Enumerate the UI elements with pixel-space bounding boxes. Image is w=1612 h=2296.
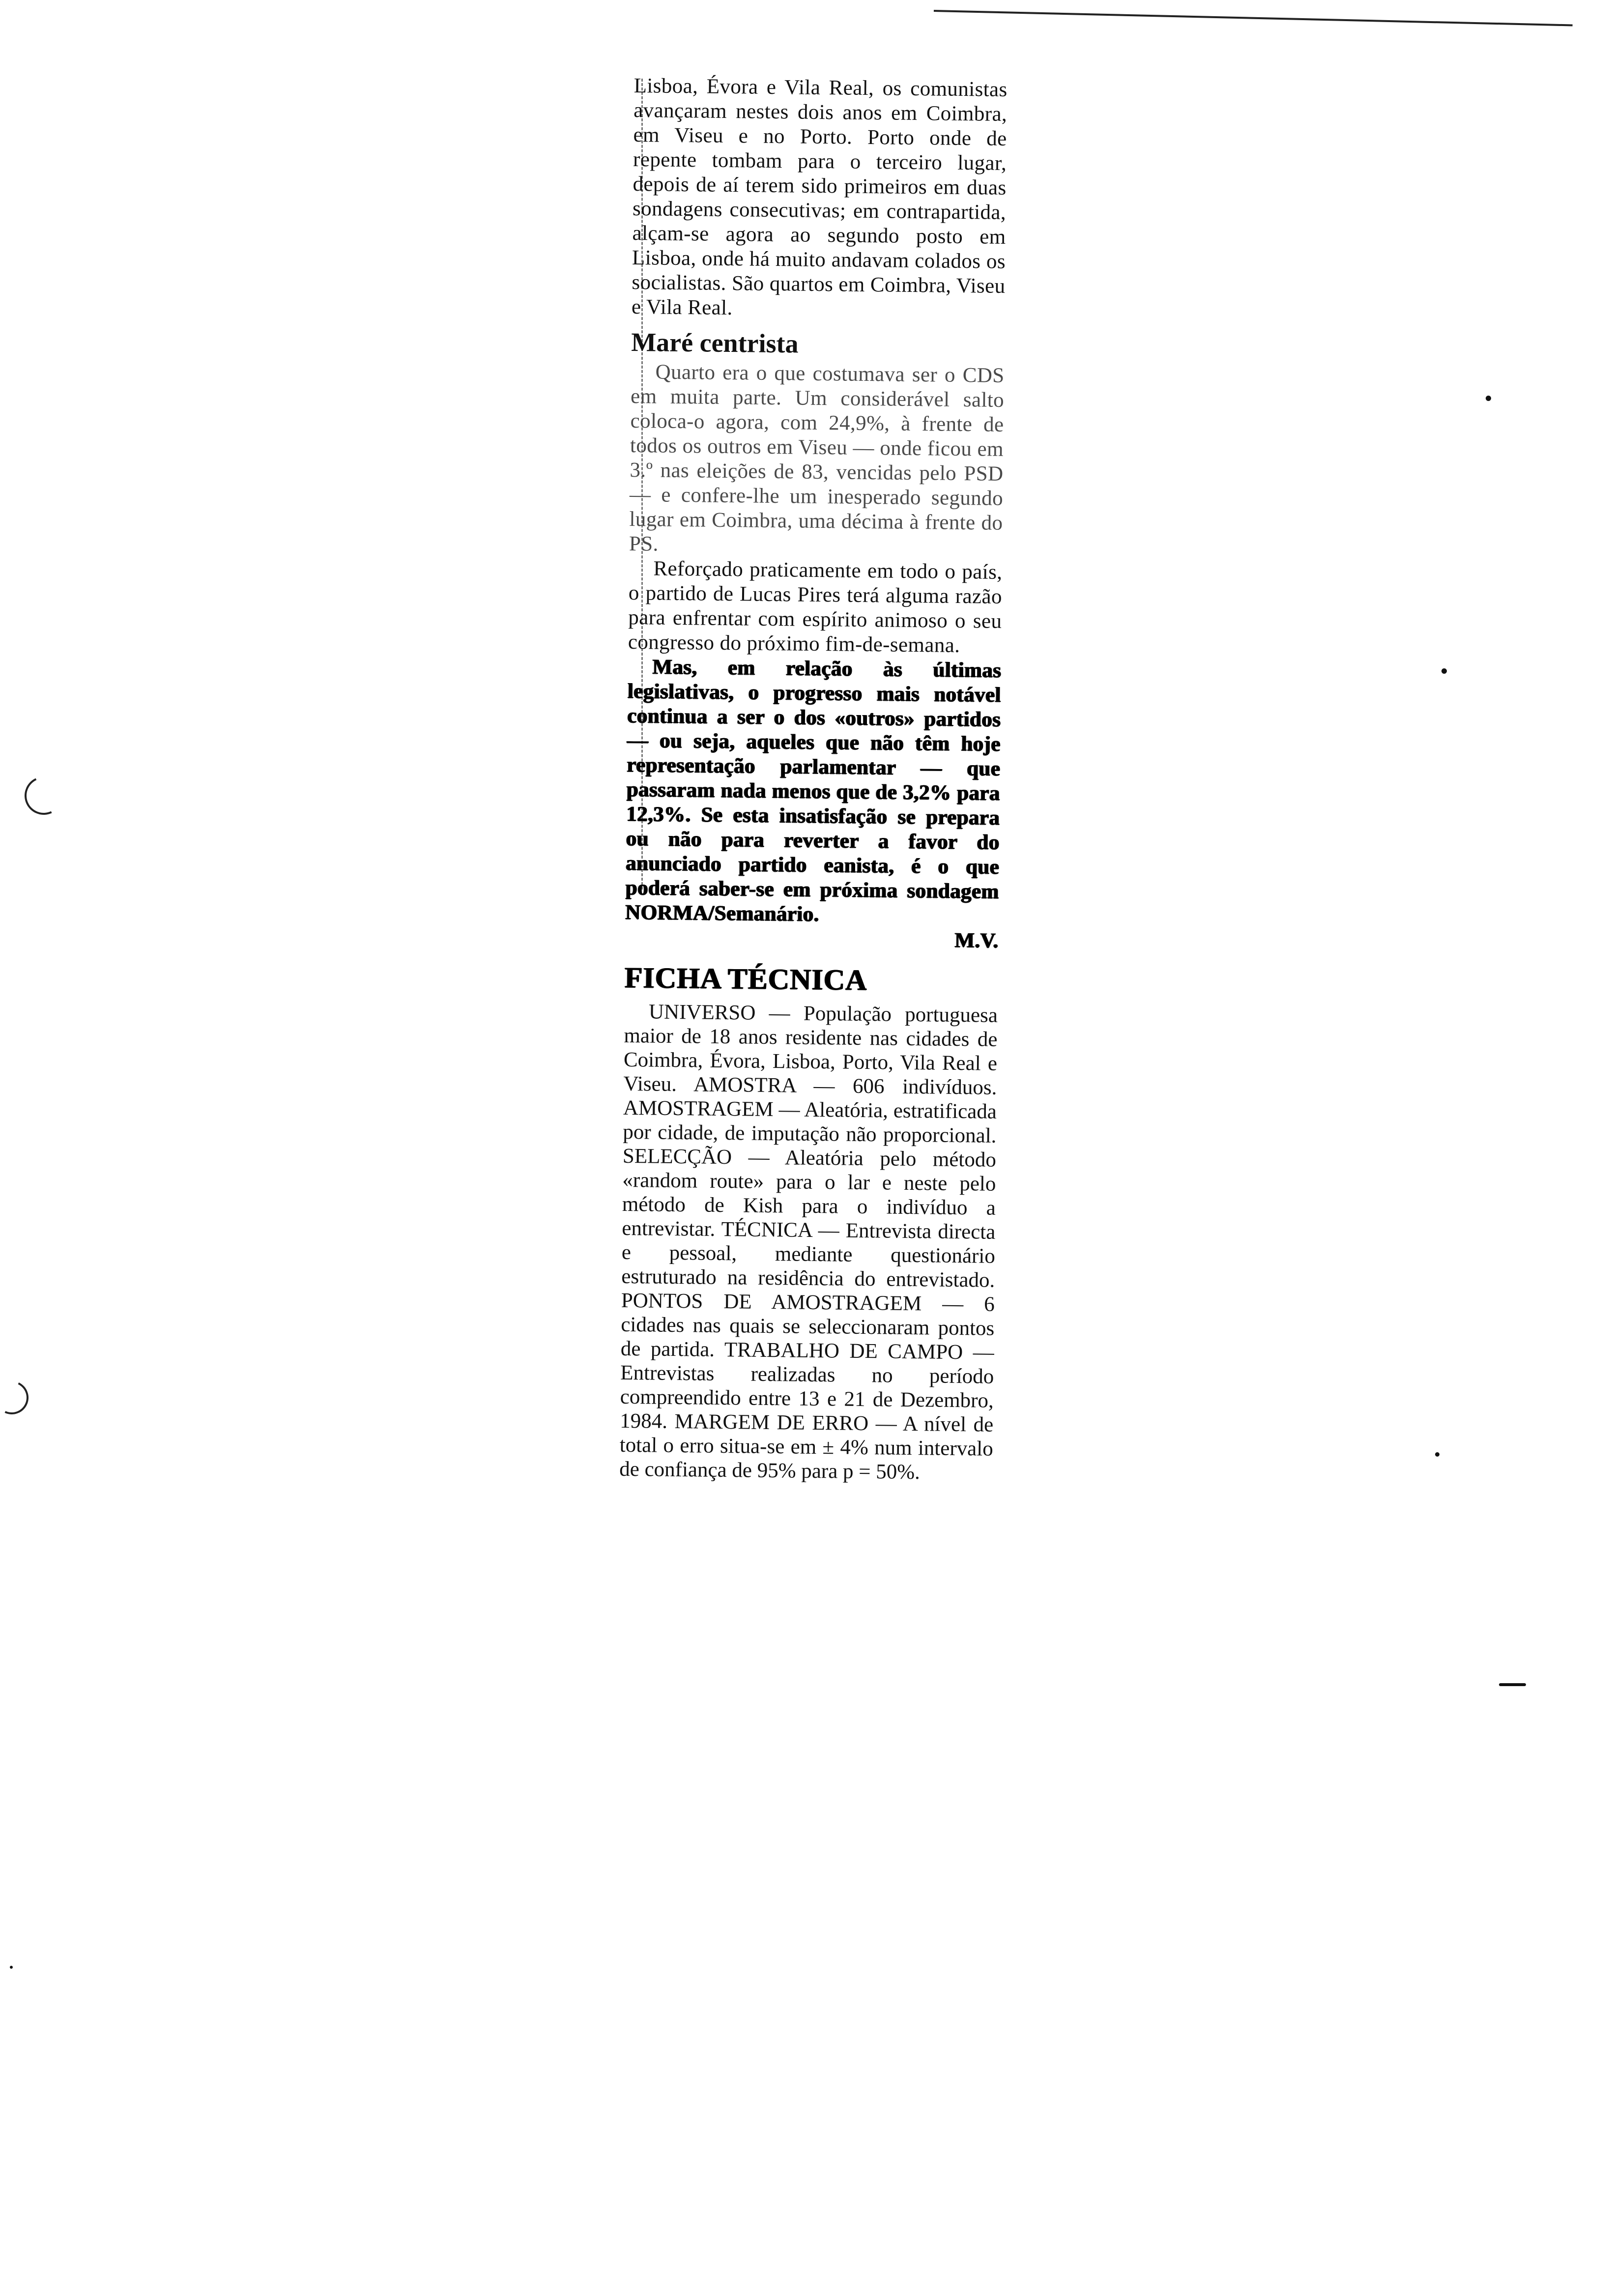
page-edge-line <box>934 10 1573 26</box>
scan-speck <box>1486 396 1491 401</box>
scan-speck <box>1441 668 1447 674</box>
article-subheading: Maré centrista <box>631 327 799 359</box>
article-paragraph-cds: Quarto era o que costumava ser o CDS em muita parte. Um considerável salto coloca-o agora, com 24,9%, à frente de todos os outros em Viseu — onde ficou em 3.º nas eleições de 83, vencidas pelo PSD — e confere-lhe um inesperado segundo lugar em Coimbra, uma décima à frente do PS. <box>629 360 1005 556</box>
article-signature: M.V. <box>954 928 999 952</box>
article-paragraph-intro: Lisboa, Évora e Vila Real, os comunistas avançaram nestes dois anos em Coimbra, em Viseu e no Porto. Porto onde de repente tombam para o terceiro lugar, depois de aí terem sido primeiros em duas sondagens consecutivas; em contrapartida, alçam-se agora ao segundo posto em Lisboa, onde há muito andavam colados os socialistas. São quartos em Coimbra, Viseu e Vila Real. <box>631 74 1008 320</box>
ficha-tecnica-text: UNIVERSO — População portuguesa maior de 18 anos residente nas cidades de Coimbra, Évora, Lisboa, Porto, Vila Real e Viseu. AMOSTRA — 606 indivíduos. AMOSTRAGEM — Aleatória, estratificada por cidade, de imputação não proporcional. SELECÇÃO — Aleatória pelo método «random route» para o lar e neste pelo método de Kish para o indivíduo a entrevistar. TÉCNICA — Entrevista directa e pessoal, mediante questionário estruturado na residência do entrevistado. PONTOS DE AMOSTRAGEM — 6 cidades nas quais se seleccionaram pontos de partida. TRABALHO DE CAMPO — Entrevistas realizadas no período compreendido entre 13 e 21 de Dezembro, 1984. MARGEM DE ERRO — A nível de total o erro situa-se em ± 4% num intervalo de confiança de 95% para p = 50%. <box>619 1000 998 1484</box>
article-paragraph-lucas-pires: Reforçado praticamente em todo o país, o partido de Lucas Pires terá alguma razão para enfrentar com espírito animoso o seu congresso do próximo fim-de-semana. <box>628 557 1003 658</box>
newspaper-column <box>614 74 1008 1994</box>
scan-dash-mark <box>1499 1683 1526 1686</box>
scan-speck <box>10 1966 13 1969</box>
scan-arc-mark <box>0 1376 33 1419</box>
ficha-tecnica-heading: FICHA TÉCNICA <box>624 961 867 997</box>
article-paragraph-outros: Mas, em relação às últimas legislativas, o progresso mais notável continua a ser o dos «outros» partidos — ou seja, aqueles que não têm hoje representação parlamentar — que passaram nada menos que de 3,2% para 12,3%. Se esta insatisfação se prepara ou não para reverter a favor do anunciado partido eanista, é o que poderá saber-se em próxima sondagem NORMA/Semanário. <box>625 655 1002 926</box>
scan-speck <box>1435 1452 1439 1457</box>
scan-arc-mark <box>19 771 68 820</box>
